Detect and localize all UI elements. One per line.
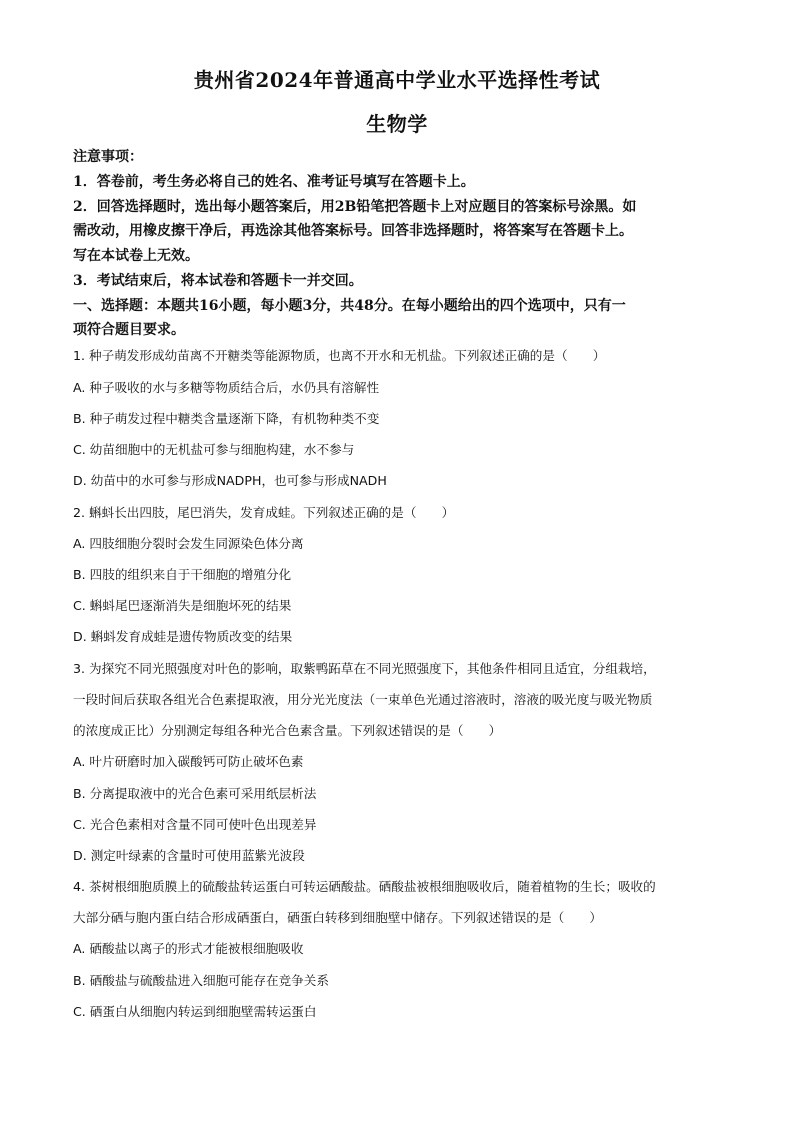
subject-title: 生物学 <box>366 112 428 136</box>
question-stem: 一段时间后获取各组光合色素提取液，用分光光度法（一束单色光通过溶液时，溶液的吸光度与吸光物质 <box>73 692 653 707</box>
question-option: A. 叶片研磨时加入碳酸钙可防止破坏色素 <box>73 754 304 769</box>
question-option: C. 光合色素相对含量不同可使叶色出现差异 <box>73 817 317 832</box>
question-option: B. 种子萌发过程中糖类含量逐渐下降，有机物种类不变 <box>73 411 380 426</box>
question-option: A. 种子吸收的水与多糖等物质结合后，水仍具有溶解性 <box>73 380 380 395</box>
question-option: D. 幼苗中的水可参与形成NADPH，也可参与形成NADH <box>73 473 387 488</box>
question-option: A. 硒酸盐以离子的形式才能被根细胞吸收 <box>73 941 304 956</box>
question-option: B. 硒酸盐与硫酸盐进入细胞可能存在竞争关系 <box>73 973 329 988</box>
notice-item: 3．考试结束后，将本试卷和答题卡一并交回。 <box>73 273 363 289</box>
exam-title: 贵州省2024年普通高中学业水平选择性考试 <box>193 68 601 92</box>
question-option: D. 蝌蚪发育成蛙是遗传物质改变的结果 <box>73 629 293 644</box>
question-option: C. 幼苗细胞中的无机盐可参与细胞构建，水不参与 <box>73 442 355 457</box>
question-stem: 1. 种子萌发形成幼苗离不开糖类等能源物质，也离不开水和无机盐。下列叙述正确的是（ ） <box>73 348 606 363</box>
section-heading-cont: 项符合题目要求。 <box>73 322 185 338</box>
question-stem: 4. 茶树根细胞质膜上的硫酸盐转运蛋白可转运硒酸盐。硒酸盐被根细胞吸收后，随着植物的生长；吸收的 <box>73 879 656 894</box>
question-stem: 3. 为探究不同光照强度对叶色的影响，取紫鸭跖草在不同光照强度下，其他条件相同且适宜，分组栽培， <box>73 661 656 676</box>
question-stem: 的浓度成正比）分别测定每组各种光合色素含量。下列叙述错误的是（ ） <box>73 723 502 738</box>
notice-item: 需改动，用橡皮擦干净后，再选涂其他答案标号。回答非选择题时，将答案写在答题卡上。 <box>73 223 633 239</box>
question-option: A. 四肢细胞分裂时会发生同源染色体分离 <box>73 536 304 551</box>
question-option: B. 分离提取液中的光合色素可采用纸层析法 <box>73 786 317 801</box>
notice-item: 2．回答选择题时，选出每小题答案后，用2B铅笔把答题卡上对应题目的答案标号涂黑。如 <box>73 199 637 215</box>
notice-heading: 注意事项： <box>73 149 143 165</box>
question-option: C. 蝌蚪尾巴逐渐消失是细胞坏死的结果 <box>73 598 292 613</box>
section-heading: 一、选择题：本题共16小题，每小题3分，共48分。在每小题给出的四个选项中，只有一 <box>73 298 626 314</box>
question-stem: 大部分硒与胞内蛋白结合形成硒蛋白，硒蛋白转移到细胞壁中储存。下列叙述错误的是（ ） <box>73 910 602 925</box>
question-option: D. 测定叶绿素的含量时可使用蓝紫光波段 <box>73 848 305 863</box>
question-option: B. 四肢的组织来自于干细胞的增殖分化 <box>73 567 292 582</box>
question-stem: 2. 蝌蚪长出四肢，尾巴消失，发育成蛙。下列叙述正确的是（ ） <box>73 505 455 520</box>
notice-item: 1．答卷前，考生务必将自己的姓名、准考证号填写在答题卡上。 <box>73 174 475 190</box>
question-option: C. 硒蛋白从细胞内转运到细胞壁需转运蛋白 <box>73 1004 317 1019</box>
notice-item: 写在本试卷上无效。 <box>73 248 199 264</box>
